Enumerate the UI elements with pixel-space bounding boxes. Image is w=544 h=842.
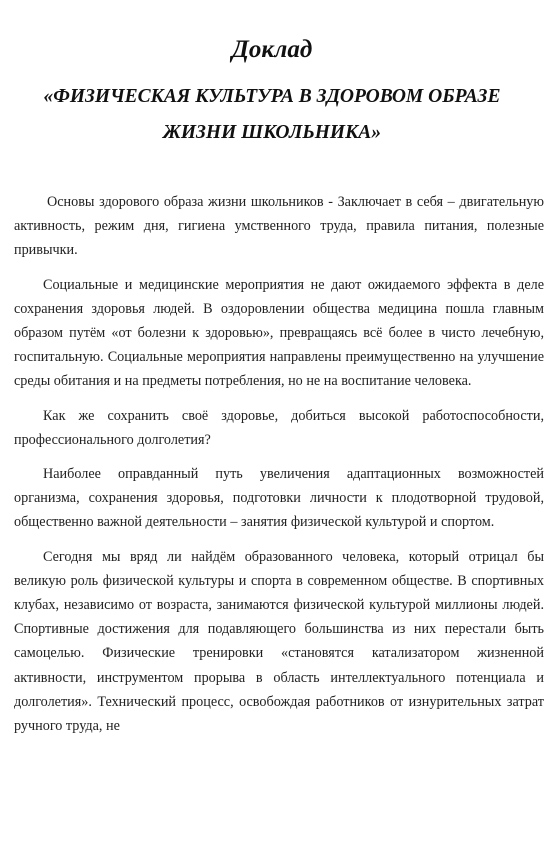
paragraph: Социальные и медицинские мероприятия не дают ожидаемого эффекта в деле сохранения здоровья людей. В оздоровлении общества медицина пошла главным образом путём «от болезни к здоровью», превращаясь всё более в чисто лечебную, госпитальную. Социальные мероприятия направлены преимущественно на улучшение среды обитания и на предметы потребления, но не на воспитание человека.	[14, 276, 544, 390]
document-title: Доклад	[231, 36, 313, 63]
document-subtitle-line1: «ФИЗИЧЕСКАЯ КУЛЬТУРА В ЗДОРОВОМ ОБРАЗЕ	[43, 86, 501, 107]
paragraph: Сегодня мы вряд ли найдём образованного человека, который отрицал бы великую роль физической культуры и спорта в современном обществе. В спортивных клубах, независимо от возраста, занимаются физической культурой миллионы людей. Спортивные достижения для подавляющего большинства из них перестали быть самоцелью. Физические тренировки «становятся катализатором жизненной активности, инструментом прорыва в область интеллектуального потенциала и долголетия». Технический процесс, освобождая работников от изнурительных затрат ручного труда, не	[14, 548, 544, 735]
paragraph: Наиболее оправданный путь увеличения адаптационных возможностей организма, сохранения здоровья, подготовки личности к плодотворной трудовой, общественно важной деятельности – занятия физической культурой и спортом.	[14, 466, 544, 531]
paragraph: Как же сохранить своё здоровье, добиться высокой работоспособности, профессионального долголетия?	[14, 407, 544, 448]
document-subtitle-line2: ЖИЗНИ ШКОЛЬНИКА»	[162, 122, 382, 143]
document-body	[14, 190, 544, 748]
paragraph: Основы здорового образа жизни школьников - Заключает в себя – двигательную активность, режим дня, гигиена умственного труда, правила питания, полезные привычки.	[14, 194, 544, 259]
